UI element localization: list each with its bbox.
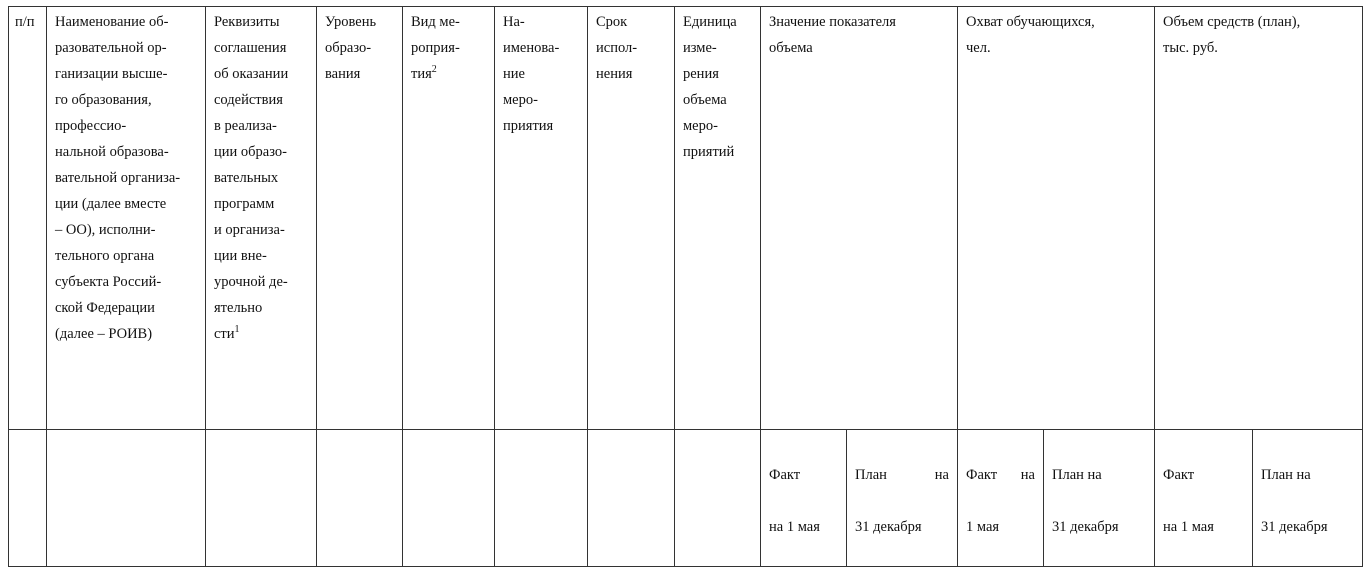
table-subheader-row xyxy=(9,430,1363,567)
empty-cell xyxy=(317,430,403,567)
header-agreement-details-text: Реквизиты соглашения об оказании содействия в реализа- ции образо- вательных программ и организа- ции вне- урочной де- ятельно сти xyxy=(214,14,289,342)
header-funds: Объем средств (план), тыс. руб. xyxy=(1155,7,1363,430)
subheader-indicator-plan-line1: План на xyxy=(855,467,949,483)
empty-cell xyxy=(9,430,47,567)
header-indicator-value: Значение показателя объема xyxy=(761,7,958,430)
subheader-indicator-plan-line2: 31 декабря xyxy=(855,519,922,535)
report-table xyxy=(8,6,1363,567)
subheader-funds-plan-line1: План на xyxy=(1261,467,1311,483)
table-header-row xyxy=(9,7,1363,430)
empty-cell xyxy=(47,430,206,567)
header-unit: Единица изме- рения объема меро- приятий xyxy=(675,7,761,430)
header-event-type xyxy=(403,7,495,430)
header-deadline: Срок испол- нения xyxy=(588,7,675,430)
empty-cell xyxy=(588,430,675,567)
header-event-name: На- именова- ние меро- приятия xyxy=(495,7,588,430)
subheader-coverage-fact-line1: Факт на xyxy=(966,467,1035,483)
subheader-indicator-fact-line1: Факт xyxy=(769,467,801,483)
header-agreement-details xyxy=(206,7,317,430)
subheader-indicator-fact xyxy=(761,430,847,567)
header-organization-name: Наименование об- разовательной ор- ганизации высше- го образования, профессио- нальной образова- вательной организа- ции (далее вместе – ОО), исполни- тельного органа субъекта Россий- ской Федерации (далее – РОИВ) xyxy=(47,7,206,430)
subheader-indicator-plan xyxy=(847,430,958,567)
subheader-funds-plan xyxy=(1253,430,1363,567)
subheader-coverage-fact xyxy=(958,430,1044,567)
empty-cell xyxy=(495,430,588,567)
subheader-funds-fact xyxy=(1155,430,1253,567)
footnote-marker-1: 1 xyxy=(234,324,240,335)
subheader-funds-plan-line2: 31 декабря xyxy=(1261,519,1328,535)
header-coverage: Охват обучающихся, чел. xyxy=(958,7,1155,430)
empty-cell xyxy=(206,430,317,567)
subheader-coverage-plan-line1: План на xyxy=(1052,467,1102,483)
header-number: п/п xyxy=(9,7,47,430)
header-education-level: Уровень образо- вания xyxy=(317,7,403,430)
subheader-funds-fact-line1: Факт xyxy=(1163,467,1195,483)
document-page xyxy=(8,6,1362,535)
subheader-indicator-fact-line2: на 1 мая xyxy=(769,519,820,535)
footnote-marker-2: 2 xyxy=(431,64,437,75)
empty-cell xyxy=(675,430,761,567)
empty-cell xyxy=(403,430,495,567)
subheader-coverage-fact-line2: 1 мая xyxy=(966,519,1000,535)
subheader-funds-fact-line2: на 1 мая xyxy=(1163,519,1214,535)
subheader-coverage-plan-line2: 31 декабря xyxy=(1052,519,1119,535)
subheader-coverage-plan xyxy=(1044,430,1155,567)
header-event-type-text: Вид ме- роприя- тия xyxy=(411,14,460,82)
